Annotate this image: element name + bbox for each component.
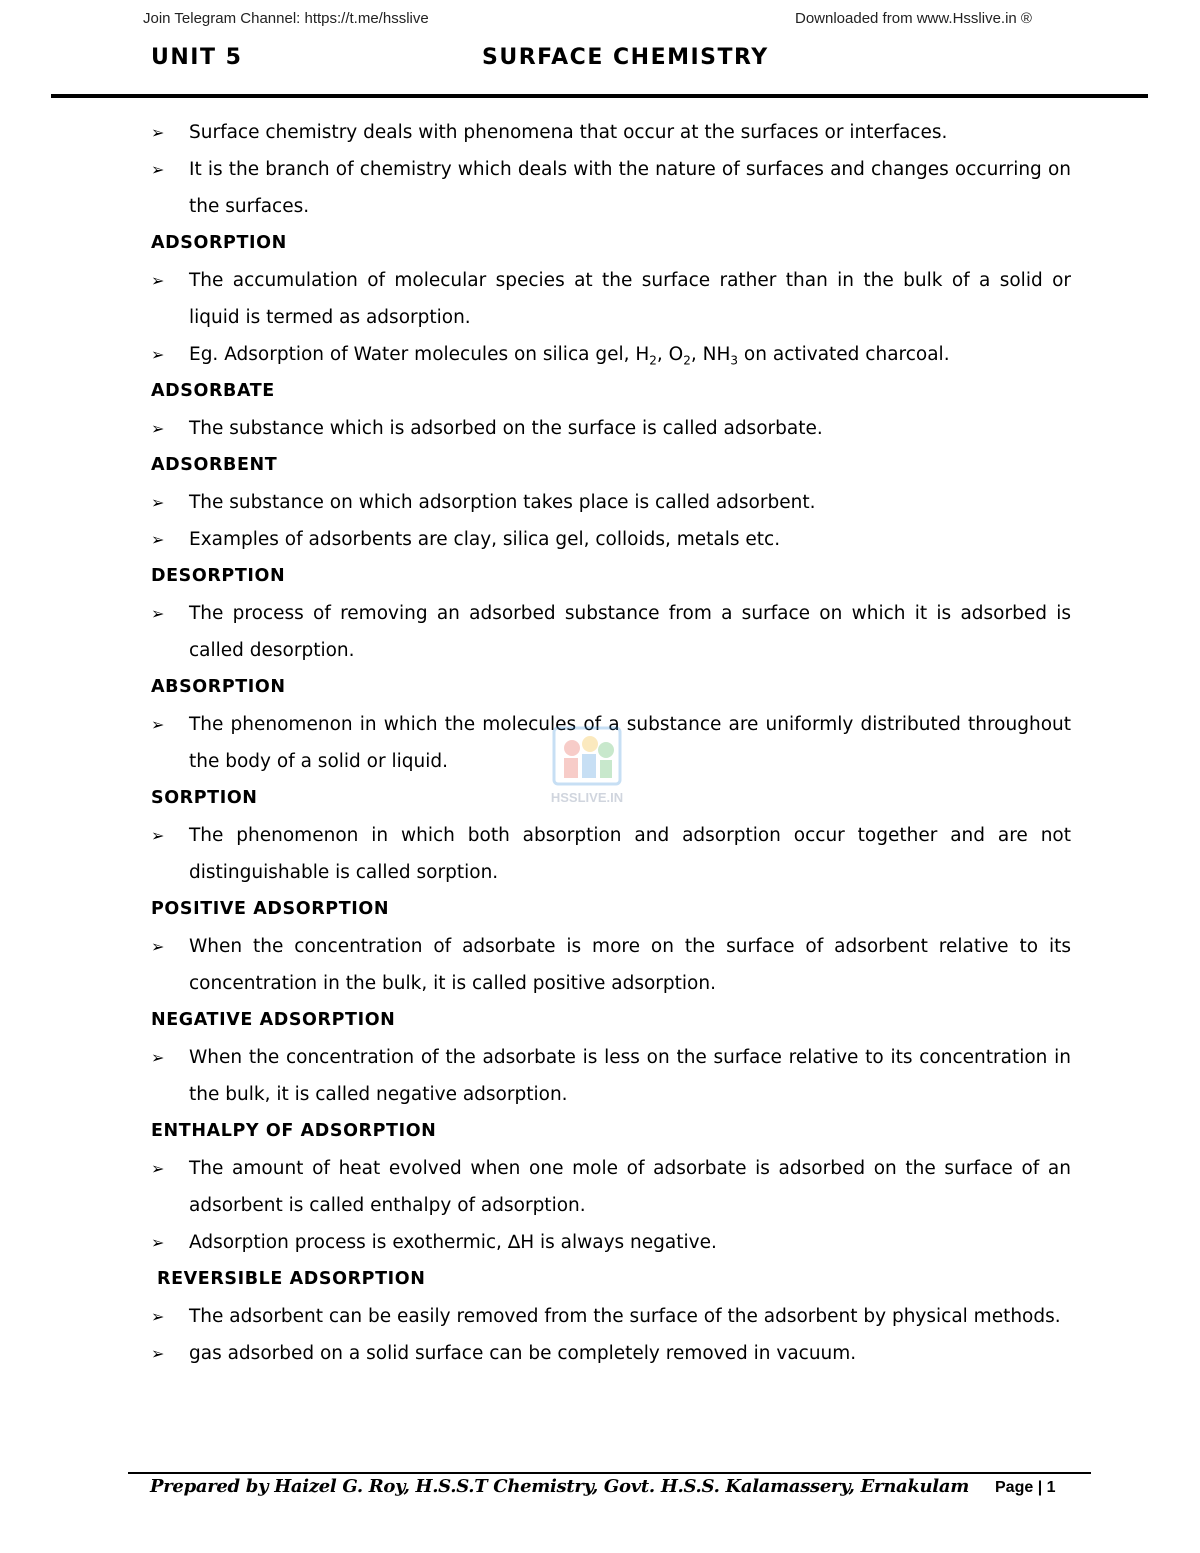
list-item: ➢ Examples of adsorbents are clay, silica gel, colloids, metals etc. bbox=[151, 521, 1071, 558]
header-download-text: Downloaded from www.Hsslive.in ® bbox=[795, 10, 1032, 27]
arrow-bullet-icon: ➢ bbox=[151, 1344, 165, 1363]
list-item: ➢ When the concentration of adsorbate is more on the surface of adsorbent relative to its concentration in the bulk, it is called positive adsorption. bbox=[151, 928, 1071, 1002]
arrow-bullet-icon: ➢ bbox=[151, 530, 165, 549]
footer-rule bbox=[128, 1472, 1091, 1474]
arrow-bullet-icon: ➢ bbox=[151, 123, 165, 142]
header-telegram-text: Join Telegram Channel: https://t.me/hsslive bbox=[143, 10, 429, 27]
hsslive-watermark-logo bbox=[542, 722, 632, 812]
page-number: Page | 1 bbox=[995, 1479, 1056, 1496]
list-item: ➢ It is the branch of chemistry which deals with the nature of surfaces and changes occurring on the surfaces. bbox=[151, 151, 1071, 225]
arrow-bullet-icon: ➢ bbox=[151, 271, 165, 290]
chapter-title: SURFACE CHEMISTRY bbox=[482, 45, 769, 70]
arrow-bullet-icon: ➢ bbox=[151, 1307, 165, 1326]
arrow-bullet-icon: ➢ bbox=[151, 937, 165, 956]
list-item: ➢ When the concentration of the adsorbate is less on the surface relative to its concentration in the bulk, it is called negative adsorption. bbox=[151, 1039, 1071, 1113]
list-item: ➢ Surface chemistry deals with phenomena that occur at the surfaces or interfaces. bbox=[151, 114, 1071, 151]
section-heading: ENTHALPY OF ADSORPTION bbox=[151, 1121, 437, 1141]
arrow-bullet-icon: ➢ bbox=[151, 826, 165, 845]
list-item: ➢ Eg. Adsorption of Water molecules on silica gel, $H_2$, $O_2$, $NH_3$ on activated charcoal. bbox=[151, 336, 1071, 373]
section-heading: SORPTION bbox=[151, 788, 258, 808]
list-item: ➢ The process of removing an adsorbed substance from a surface on which it is adsorbed is called desorption. bbox=[151, 595, 1071, 669]
list-item: ➢ Adsorption process is exothermic, ∆H is always negative. bbox=[151, 1224, 1071, 1261]
header-rule bbox=[51, 94, 1148, 98]
arrow-bullet-icon: ➢ bbox=[151, 345, 165, 364]
watermark-text: HSSLIVE.IN bbox=[550, 790, 624, 805]
section-heading: POSITIVE ADSORPTION bbox=[151, 899, 390, 919]
unit-title: UNIT 5 bbox=[151, 45, 243, 70]
list-item: ➢ The adsorbent can be easily removed from the surface of the adsorbent by physical methods. bbox=[151, 1298, 1071, 1335]
arrow-bullet-icon: ➢ bbox=[151, 1159, 165, 1178]
list-item: ➢ gas adsorbed on a solid surface can be completely removed in vacuum. bbox=[151, 1335, 1071, 1372]
arrow-bullet-icon: ➢ bbox=[151, 160, 165, 179]
section-heading: NEGATIVE ADSORPTION bbox=[151, 1010, 396, 1030]
list-item: ➢ The phenomenon in which both absorption and adsorption occur together and are not distinguishable is called sorption. bbox=[151, 817, 1071, 891]
list-item: ➢ The substance which is adsorbed on the surface is called adsorbate. bbox=[151, 410, 1071, 447]
section-heading: ADSORBENT bbox=[151, 455, 278, 475]
section-heading: ADSORBATE bbox=[151, 381, 275, 401]
list-item: ➢ The accumulation of molecular species at the surface rather than in the bulk of a solid or liquid is termed as adsorption. bbox=[151, 262, 1071, 336]
section-heading: ADSORPTION bbox=[151, 233, 287, 253]
section-heading: REVERSIBLE ADSORPTION bbox=[157, 1269, 426, 1289]
list-item: ➢ The phenomenon in which the molecules of a substance are uniformly distributed throughout the body of a solid or liquid. bbox=[151, 706, 1071, 780]
footer-credit: Prepared by Haizel G. Roy, H.S.S.T Chemistry, Govt. H.S.S. Kalamassery, Ernakulam bbox=[150, 1476, 969, 1497]
arrow-bullet-icon: ➢ bbox=[151, 1048, 165, 1067]
list-item: ➢ The substance on which adsorption takes place is called adsorbent. bbox=[151, 484, 1071, 521]
arrow-bullet-icon: ➢ bbox=[151, 604, 165, 623]
section-heading: ABSORPTION bbox=[151, 677, 286, 697]
arrow-bullet-icon: ➢ bbox=[151, 1233, 165, 1252]
arrow-bullet-icon: ➢ bbox=[151, 419, 165, 438]
arrow-bullet-icon: ➢ bbox=[151, 715, 165, 734]
section-heading: DESORPTION bbox=[151, 566, 286, 586]
arrow-bullet-icon: ➢ bbox=[151, 493, 165, 512]
list-item: ➢ The amount of heat evolved when one mole of adsorbate is adsorbed on the surface of an adsorbent is called enthalpy of adsorption. bbox=[151, 1150, 1071, 1224]
